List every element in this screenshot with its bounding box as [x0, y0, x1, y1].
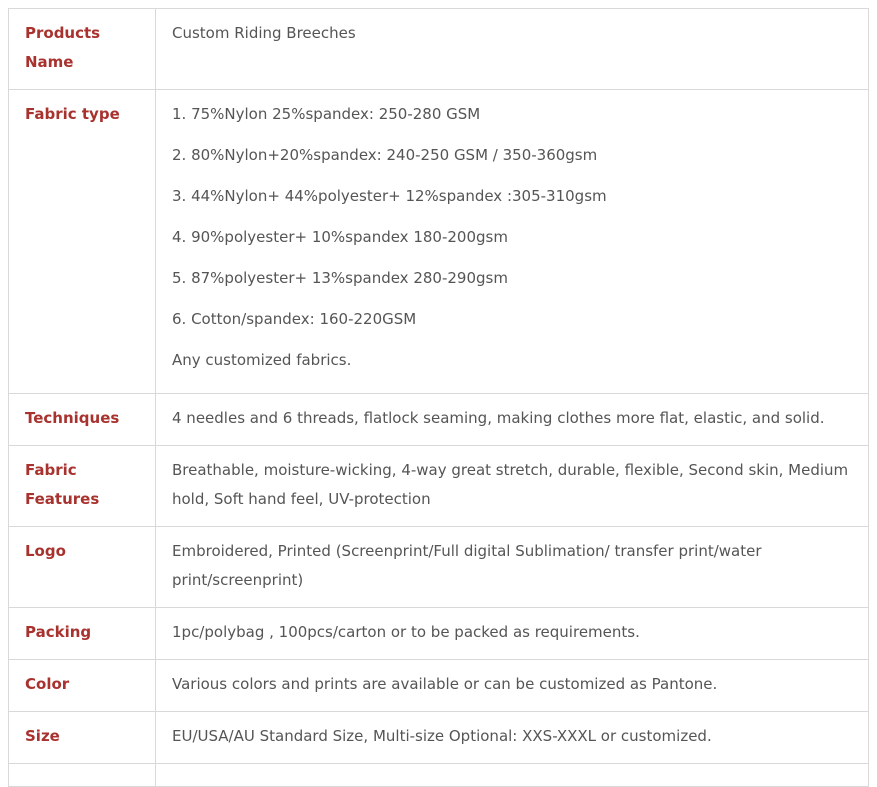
spec-row-fabric-type — [9, 90, 869, 394]
spec-row-packing — [9, 608, 869, 660]
fabric-type-item: 6. Cotton/spandex: 160-220GSM — [172, 310, 417, 328]
fabric-type-list — [156, 90, 869, 394]
spec-row-logo — [9, 527, 869, 608]
fabric-type-item: 2. 80%Nylon+20%spandex: 240-250 GSM / 350-360gsm — [172, 146, 598, 164]
spec-value: Custom Riding Breeches — [156, 9, 869, 90]
spec-label: Techniques — [9, 394, 156, 446]
spec-label: Packing — [9, 608, 156, 660]
spec-label: Size — [9, 712, 156, 764]
spec-label: Fabric type — [9, 90, 156, 394]
spec-value: Various colors and prints are available or can be customized as Pantone. — [156, 660, 869, 712]
spec-value: 1pc/polybag , 100pcs/carton or to be packed as requirements. — [156, 608, 869, 660]
spec-label: Logo — [9, 527, 156, 608]
spec-label: Color — [9, 660, 156, 712]
spec-value: EU/USA/AU Standard Size, Multi-size Optional: XXS-XXXL or customized. — [156, 712, 869, 764]
spec-row-techniques — [9, 394, 869, 446]
spec-label: Fabric Features — [9, 446, 156, 527]
spec-row-products-name — [9, 9, 869, 90]
spec-row-cutoff — [9, 764, 869, 787]
fabric-type-item: 3. 44%Nylon+ 44%polyester+ 12%spandex :305-310gsm — [172, 187, 607, 205]
fabric-type-item: 5. 87%polyester+ 13%spandex 280-290gsm — [172, 269, 508, 287]
spec-value: Breathable, moisture-wicking, 4-way great stretch, durable, flexible, Second skin, Medium hold, Soft hand feel, UV-protection — [156, 446, 869, 527]
spec-label-empty — [9, 764, 156, 787]
product-spec-table — [8, 8, 869, 787]
fabric-type-item: 4. 90%polyester+ 10%spandex 180-200gsm — [172, 228, 508, 246]
spec-label: Products Name — [9, 9, 156, 90]
spec-value-empty — [156, 764, 869, 787]
spec-row-color — [9, 660, 869, 712]
spec-value: 4 needles and 6 threads, flatlock seaming, making clothes more flat, elastic, and solid. — [156, 394, 869, 446]
spec-row-size — [9, 712, 869, 764]
spec-value: Embroidered, Printed (Screenprint/Full digital Sublimation/ transfer print/water print/screenprint) — [156, 527, 869, 608]
fabric-type-item: Any customized fabrics. — [172, 351, 352, 369]
spec-row-fabric-features — [9, 446, 869, 527]
fabric-type-item: 1. 75%Nylon 25%spandex: 250-280 GSM — [172, 105, 481, 123]
